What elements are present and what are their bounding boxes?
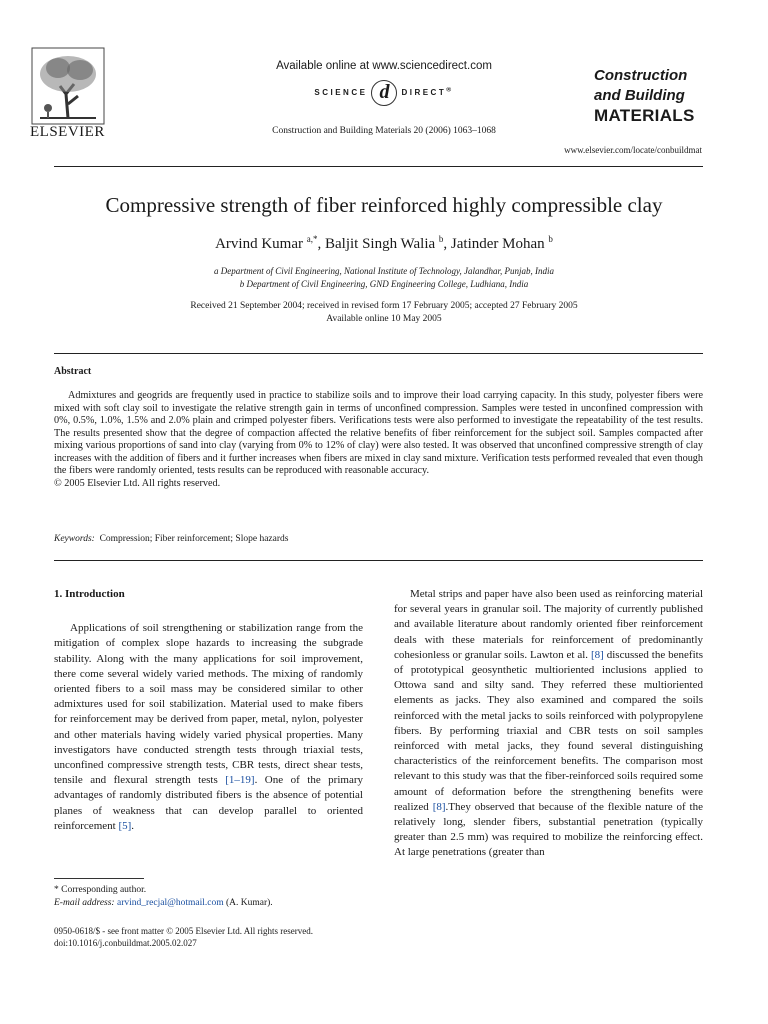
column-right <box>394 587 703 861</box>
issn-line: 0950-0618/$ - see front matter © 2005 Elsevier Ltd. All rights reserved. <box>54 926 314 936</box>
author-list: Arvind Kumar $^{a,*}$, Baljit Singh Walia $^b$, Jatinder Mohan $^b$ <box>215 234 553 252</box>
col1-text-a: Applications of soil strengthening or stabilization range from the mitigation of complex slope hazards to increasing the subgrade stability. Along with the many applications for soil improvement, there come several widely varied methods. The mixing of randomly oriented fibers to a soil mass may be considered similar to other admixtures used for soil stabilization. Material used to make fibers for reinforcement may be derived from paper, metal, nylon, polyester and other materials having widely varied physical properties. Many investigators have conducted strength tests through triaxial tests, unconfined compressive strength tests, CBR tests, direct shear tests, tensile and flexural strength tests <box>54 622 363 787</box>
abstract-text: Admixtures and geogrids are frequently used in practice to stabilize soils and to improve their load carrying capacity. In this study, polyester fibers were mixed with soft clay soil to investigate the relative strength gain in terms of unconfined compression. Samples were tested in unconfined compression with 0%, 0.5%, 1.0%, 1.5% and 2.0% plain and crimped polyester fibers. Verifications tests were also performed to investigate the repeatability of the test results. The results presented show that the degree of compaction affected the relative benefits of fiber reinforcement for the subject soil. Samples compacted after mixing various proportions of sand into clay (varying from 0% to 12% of clay) were also tested. It was observed that unconfined compressive strength of clay increases with the addition of fibers and it further increases when fibers are mixed in clay sand mixture. Verification tests performed revealed that even though the fibers were randomly oriented, tests results can be reproduced with reasonable accuracy. <box>54 390 703 477</box>
sciencedirect-right: DIRECT <box>401 88 447 98</box>
available-date: Available online 10 May 2005 <box>326 314 442 324</box>
journal-brand <box>594 66 695 126</box>
column-left <box>54 587 363 834</box>
sciencedirect-left: SCIENCE <box>314 88 368 98</box>
brand-line-2: and Building <box>594 87 685 104</box>
col2-text-a: Metal strips and paper have also been used as reinforcing material for several years in granular soil. The majority of currently published and available literature about randomly oriented fiber reinforcement deals with these materials for reinforcement of predominantly cohesionless or granular soils. Lawton et al. <box>394 588 703 661</box>
keywords <box>54 534 288 544</box>
col2-text-c: .They observed that because of the flexible nature of the relatively long, slender fibers, substantial penetration (typically greater than 2.5 mm) was required to mobilize the reinforcing effect. At large penetrations (greater than <box>394 800 703 859</box>
email-suffix: (A. Kumar). <box>225 898 273 908</box>
keywords-text: Compression; Fiber reinforcement; Slope hazards <box>99 534 289 544</box>
section-heading: 1. Introduction <box>54 588 125 600</box>
ref-link-8b[interactable]: [8] <box>432 800 446 813</box>
footnote-rule <box>54 878 144 879</box>
brand-line-1: Construction <box>594 67 688 84</box>
email-line <box>54 897 273 910</box>
article-title: Compressive strength of fiber reinforced highly compressible clay <box>105 193 663 217</box>
abstract-heading: Abstract <box>54 366 92 377</box>
doi-line[interactable]: doi:10.1016/j.conbuildmat.2005.02.027 <box>54 938 197 948</box>
keywords-label: Keywords: <box>54 534 95 544</box>
sciencedirect-at-icon: d <box>371 80 397 106</box>
col1-text-c: . <box>131 819 135 832</box>
journal-url[interactable]: www.elsevier.com/locate/conbuildmat <box>564 145 702 155</box>
publisher-name: ELSEVIER <box>30 124 105 140</box>
header-rule <box>54 166 703 167</box>
abstract-top-rule <box>54 353 703 354</box>
journal-citation: Construction and Building Materials 20 (2006) 1063–1068 <box>272 126 496 136</box>
corresponding-author: * Corresponding author. <box>54 885 147 895</box>
ref-link-8a[interactable]: [8] <box>590 648 604 661</box>
author-email-link[interactable]: arvind_recjal@hotmail.com <box>116 898 224 908</box>
affiliation-a: a Department of Civil Engineering, National Institute of Technology, Jalandhar, Punjab, India <box>214 266 554 276</box>
affiliation-b: b Department of Civil Engineering, GND Engineering College, Ludhiana, India <box>239 279 529 289</box>
available-online-text: Available online at www.sciencedirect.com <box>276 60 492 72</box>
intro-paragraph <box>54 621 363 834</box>
registered-mark: ® <box>446 86 454 94</box>
ref-link-1-19[interactable]: [1–19] <box>225 774 255 787</box>
body-top-rule <box>54 560 703 561</box>
abstract-copyright: © 2005 Elsevier Ltd. All rights reserved. <box>54 477 221 489</box>
abstract-body <box>54 390 703 490</box>
page-footer <box>54 925 313 949</box>
col2-text-b: discussed the benefits of prototypical geosynthetic multioriented inclusions applied to Ottowa sand and silty sand. They referred these multioriented elements as jacks. They also examined and compared the soils reinforced with the metal jacks to soils reinforced with polypropylene fibers. By performing triaxial and CBR tests on soil samples reinforced with metal jacks, they found several distinguishing characteristics of the reinforcement benefits. The comparison most relevant to this study was that the fiber-reinforced soils required some amount of deformation before the strengthening benefits were realized <box>394 648 703 813</box>
metal-strips-paragraph <box>394 587 703 861</box>
footnote <box>54 884 273 910</box>
brand-line-3: MATERIALS <box>594 106 695 125</box>
email-label: E-mail address: <box>54 898 115 908</box>
ref-link-5[interactable]: [5] <box>118 819 132 832</box>
col1-text-b: . One of the primary advantages of randomly distributed fibers is the absence of potential planes of weakness that can develop parallel to oriented reinforcement <box>54 774 364 832</box>
received-dates: Received 21 September 2004; received in revised form 17 February 2005; accepted 27 February 2005 <box>190 301 578 311</box>
